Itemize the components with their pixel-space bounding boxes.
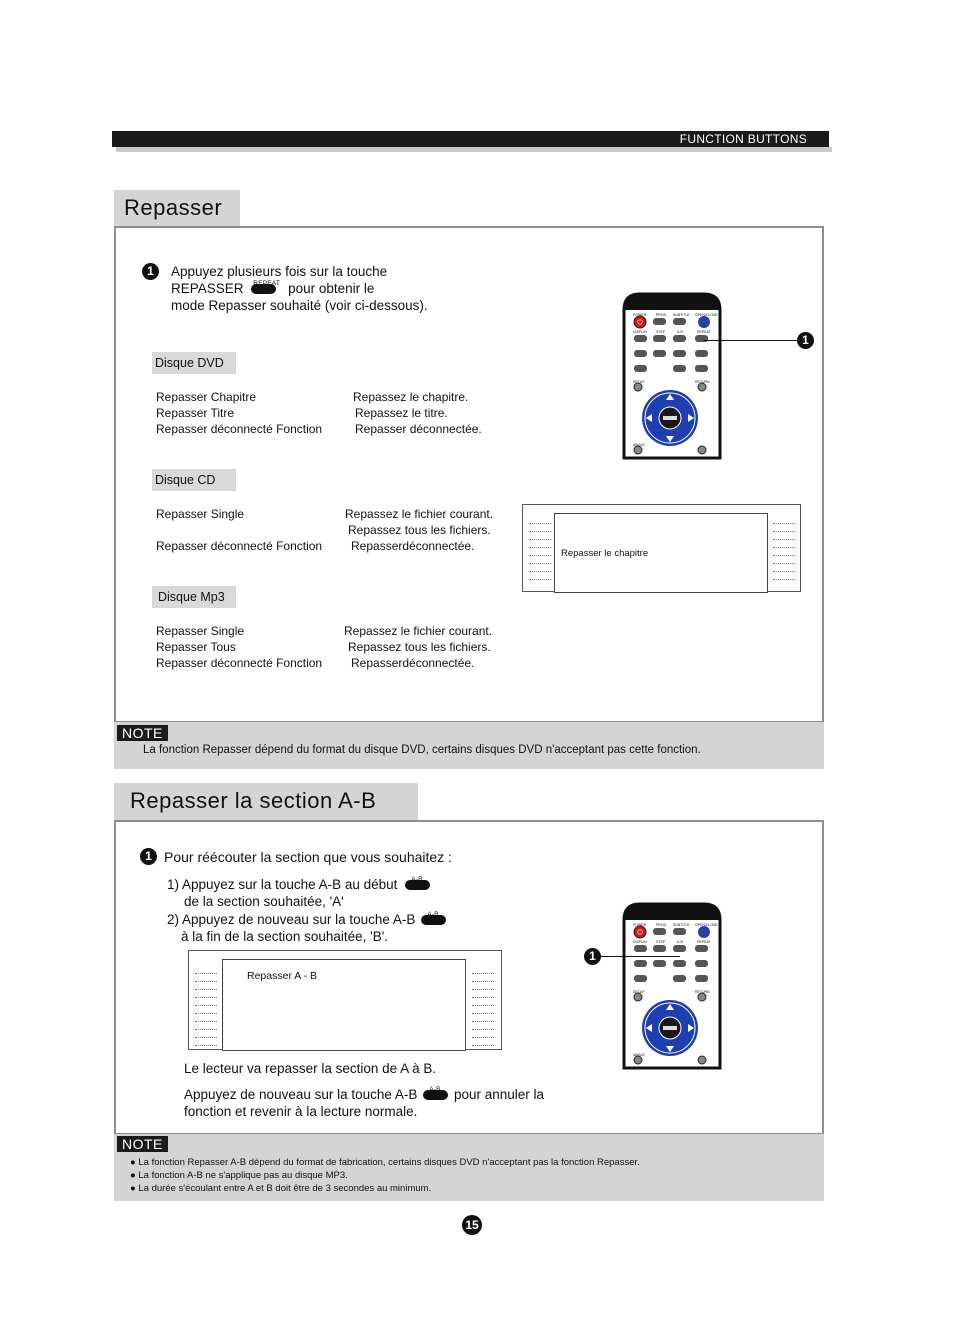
remote-label-enter: ENTER	[666, 423, 678, 427]
button-caption: REPEAT	[253, 280, 281, 288]
section-title-ab: Repasser la section A-B	[114, 783, 418, 821]
svg-text:⏻: ⏻	[637, 318, 643, 327]
step-text: Appuyez sur la touche A-B au début	[182, 877, 398, 892]
mode-description: Repassez tous les fichiers.	[348, 523, 491, 537]
header-title: FUNCTION BUTTONS	[679, 132, 807, 146]
step-text: de la section souhaitée, 'A'	[184, 894, 344, 909]
remote-label-enter: ENTER	[666, 1033, 678, 1037]
cancel-text: pour annuler la	[453, 1087, 545, 1102]
remote-label-display: DISPLAY	[633, 330, 648, 334]
remote-label-repeat: REPEAT	[697, 330, 711, 334]
callout-badge: 1	[584, 948, 601, 965]
header-bar	[112, 131, 829, 147]
note-box	[114, 1134, 824, 1201]
cancel-text: Appuyez de nouveau sur la touche A-B	[184, 1087, 418, 1102]
instruction-text: pour obtenir le	[288, 281, 375, 296]
note-item: ● La fonction Repasser A-B dépend du format de fabrication, certains disques DVD n'acceptant pas la fonction Repasser.	[130, 1157, 640, 1168]
callout-badge: 1	[797, 332, 814, 349]
speaker-left	[195, 973, 217, 1053]
tv-screen-illustration	[522, 504, 801, 592]
note-item: ● La fonction A-B ne s'applique pas au disque MP3.	[130, 1170, 348, 1181]
mp3-desc-list	[344, 623, 492, 671]
note-label: NOTE	[117, 1136, 168, 1152]
button-caption: A-B	[427, 911, 439, 919]
remote-label-ab: A-B	[677, 330, 683, 334]
ab-result-text: Le lecteur va repasser la section de A à B.	[184, 1061, 437, 1076]
mode-name: Repasser Single	[156, 624, 245, 638]
mode-description: Repasserdéconnectée.	[351, 656, 475, 670]
remote-label-setup: SETUP	[633, 380, 645, 384]
disc-label-mp3: Disque Mp3	[152, 586, 236, 608]
mode-name: Repasser déconnecté Fonction	[156, 422, 323, 436]
mp3-mode-list	[156, 623, 322, 671]
remote-label-power: POWER	[633, 923, 647, 927]
speaker-left	[529, 523, 551, 587]
ab-button-icon	[405, 876, 430, 890]
remote-label-prog: PROG	[656, 923, 667, 927]
section-title-repeat: Repasser	[114, 190, 240, 228]
note-list	[130, 1156, 640, 1195]
note-label: NOTE	[117, 725, 168, 741]
mode-description: Repassez tous les fichiers.	[348, 640, 491, 654]
remote-label-display: DISPLAY	[633, 940, 648, 944]
callout-leader-line	[598, 956, 680, 957]
remote-label-subtitle: SUBTITLE	[673, 313, 690, 317]
instruction-line: Appuyez plusieurs fois sur la touche	[171, 264, 388, 279]
ab-cancel-text	[184, 1086, 604, 1120]
remote-label-angle: ANGLE	[633, 1053, 645, 1057]
remote-label-setup: SETUP	[633, 990, 645, 994]
svg-text:⏻: ⏻	[637, 928, 643, 937]
mode-description: Repassez le titre.	[355, 406, 448, 420]
button-caption: A-B	[429, 1086, 441, 1094]
repeat-button-icon	[251, 280, 281, 294]
mode-name: Repasser Tous	[156, 640, 236, 654]
remote-label-open-close: OPEN/CLOSE	[695, 923, 718, 927]
remote-label-open-close: OPEN/CLOSE	[695, 313, 718, 317]
disc-label-cd: Disque CD	[152, 469, 236, 491]
step-text: à la fin de la section souhaitée, 'B'.	[181, 929, 389, 944]
screen-osd-text: Repasser le chapitre	[561, 548, 649, 559]
cancel-text: fonction et revenir à la lecture normale.	[184, 1104, 418, 1119]
mode-description: Repassez le fichier courant.	[344, 624, 493, 638]
remote-label-return: RETURN	[695, 380, 710, 384]
mode-name: Repasser Single	[156, 507, 245, 521]
note-item-text: La fonction Repasser A-B dépend du format de fabrication, certains disques DVD n'acceptant pas la fonction Repasser.	[138, 1157, 640, 1168]
note-box	[114, 722, 824, 769]
repeat-instruction	[171, 263, 531, 314]
ab-step-1	[167, 876, 497, 910]
ab-intro: Pour réécouter la section que vous souhaitez :	[164, 849, 452, 865]
remote-label-subtitle: SUBTITLE	[673, 923, 690, 927]
cd-desc-list	[345, 506, 493, 554]
dvd-mode-list	[156, 389, 322, 437]
page-number-badge: 15	[462, 1215, 482, 1235]
ab-button-icon	[423, 1086, 448, 1100]
speaker-right	[472, 973, 494, 1053]
button-caption: A-B	[411, 876, 423, 884]
remote-label-step: STEP	[656, 330, 666, 334]
instruction-line: mode Repasser souhaité (voir ci-dessous).	[171, 298, 428, 313]
note-item-text: La fonction A-B ne s'applique pas au disque MP3.	[138, 1170, 348, 1181]
remote-label-step: STEP	[656, 940, 666, 944]
note-text: La fonction Repasser dépend du format du disque DVD, certains disques DVD n'acceptant pas cette fonction.	[143, 744, 701, 756]
dvd-desc-list	[353, 389, 482, 437]
step-number: 1)	[167, 877, 180, 892]
step-badge: 1	[142, 263, 159, 280]
ab-step-2	[167, 911, 497, 945]
tv-screen-illustration	[188, 950, 502, 1050]
instruction-line	[171, 280, 531, 297]
remote-label-angle: ANGLE	[633, 443, 645, 447]
tv-display	[554, 513, 768, 593]
mode-description: Repassez le fichier courant.	[345, 507, 494, 521]
mode-name	[156, 522, 322, 538]
header-bar-shadow	[116, 147, 832, 152]
remote-label-return: RETURN	[695, 990, 710, 994]
tv-display	[222, 959, 466, 1051]
mode-name: Repasser Chapitre	[156, 390, 257, 404]
remote-label-power: POWER	[633, 313, 647, 317]
step-number: 2)	[167, 912, 180, 927]
mode-name: Repasser déconnecté Fonction	[156, 656, 323, 670]
note-item-text: La durée s'écoulant entre A et B doit être de 3 secondes au minimum.	[138, 1183, 432, 1194]
mode-description: Repasser déconnectée.	[355, 422, 482, 436]
callout-leader-line	[704, 340, 800, 341]
note-item: ● La durée s'écoulant entre A et B doit être de 3 secondes au minimum.	[130, 1183, 432, 1194]
disc-label-dvd: Disque DVD	[152, 352, 236, 374]
mode-name: Repasser Titre	[156, 406, 235, 420]
remote-label-prog: PROG	[656, 313, 667, 317]
speaker-right	[773, 523, 795, 587]
instruction-keyword: REPASSER	[171, 281, 244, 296]
ab-button-icon	[421, 911, 446, 925]
mode-description: Repasserdéconnectée.	[351, 539, 475, 553]
remote-label-repeat: REPEAT	[697, 940, 711, 944]
remote-label-ab: A-B	[677, 940, 683, 944]
step-text: Appuyez de nouveau sur la touche A-B	[182, 912, 416, 927]
cd-mode-list	[156, 506, 322, 554]
mode-description: Repassez le chapitre.	[353, 390, 469, 404]
step-badge: 1	[140, 848, 157, 865]
mode-name: Repasser déconnecté Fonction	[156, 539, 323, 553]
screen-osd-text: Repasser A - B	[247, 970, 318, 982]
